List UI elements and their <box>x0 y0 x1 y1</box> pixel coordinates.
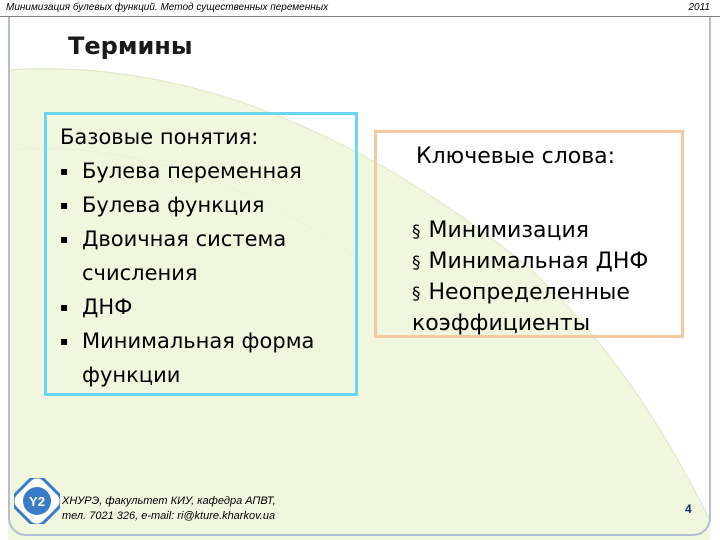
list-item-label: Минимизация <box>428 218 590 243</box>
keywords-heading: Ключевые слова: <box>416 144 616 169</box>
presentation-title: Минимизация булевых функций. Метод существенных переменных <box>6 2 329 13</box>
list-item <box>60 290 356 324</box>
year-label: 2011 <box>688 2 710 13</box>
list-item <box>60 154 356 188</box>
bullet-icon: § <box>412 284 421 304</box>
list-item <box>412 247 684 278</box>
university-logo-icon <box>14 478 60 524</box>
bullet-icon: ▪ <box>60 334 69 348</box>
footer-line-1: ХНУРЭ, факультет КИУ, кафедра АПВТ, <box>62 495 276 507</box>
basic-concepts-list <box>60 154 356 392</box>
slide-title: Термины <box>68 32 193 60</box>
list-item <box>60 222 356 290</box>
bullet-icon: § <box>412 253 421 273</box>
footer-contacts <box>62 494 276 524</box>
keywords-content <box>412 142 684 339</box>
bullet-icon: ▪ <box>60 198 69 212</box>
bullet-icon: ▪ <box>60 300 69 314</box>
basic-concepts-heading: Базовые понятия: <box>60 125 259 149</box>
list-item <box>60 188 356 222</box>
page-number: 4 <box>685 502 692 516</box>
list-item-label: Двоичная система счисления <box>82 227 287 285</box>
list-item <box>412 216 684 247</box>
list-item-label: Минимальная ДНФ <box>428 249 649 274</box>
logo-text: Y2 <box>29 494 45 509</box>
list-item-label: Неопределенные коэффициенты <box>412 280 630 336</box>
keywords-list <box>412 216 684 339</box>
list-item-label: ДНФ <box>82 295 133 319</box>
footer-line-2: тел. 7021 326, e-mail: ri@kture.kharkov.ua <box>62 510 276 522</box>
list-item <box>412 278 684 339</box>
list-item <box>60 324 356 392</box>
basic-concepts-content <box>60 120 356 392</box>
bullet-icon: ▪ <box>60 232 69 246</box>
list-item-label: Булева переменная <box>82 159 302 183</box>
bullet-icon: ▪ <box>60 164 69 178</box>
list-item-label: Минимальная форма функции <box>82 329 315 387</box>
bullet-icon: § <box>412 222 421 242</box>
list-item-label: Булева функция <box>82 193 265 217</box>
